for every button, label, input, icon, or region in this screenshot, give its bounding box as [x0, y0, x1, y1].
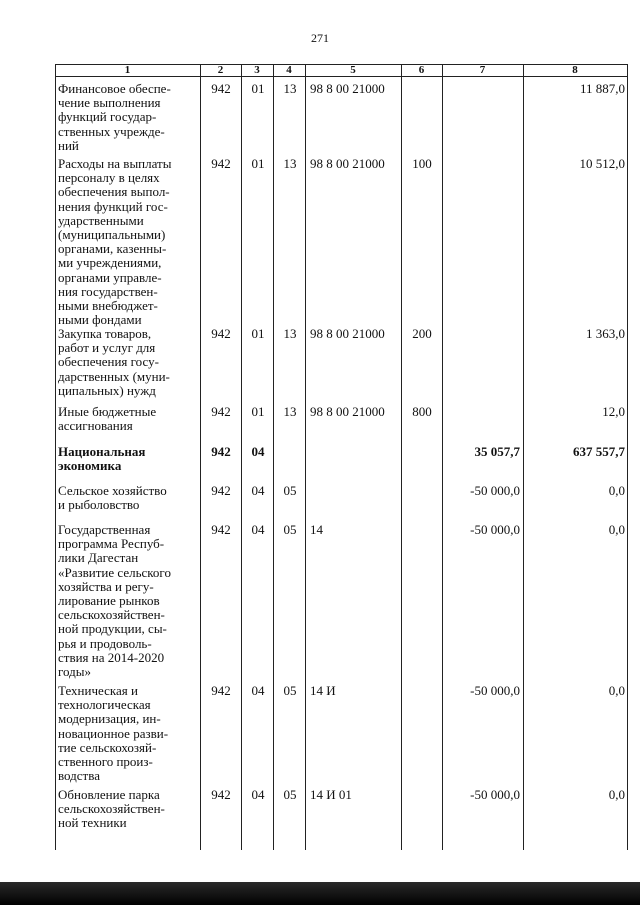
row-code: 942	[211, 404, 231, 419]
column-divider	[523, 64, 524, 850]
row-change-amount: -50 000,0	[470, 787, 520, 802]
row-subsection: 13	[283, 404, 297, 419]
row-name: Расходы на выплаты персоналу в целях обеспечения выпол- нения функций гос- ударственными (муниципальными) органами, казенны- ми учреждениями, органами управле- ния государствен- ными внебюджет- ными фондами	[58, 156, 172, 328]
row-code: 942	[211, 81, 231, 96]
column-divider	[401, 64, 402, 850]
row-expense-type: 100	[412, 156, 432, 171]
row-code: 942	[211, 483, 231, 498]
header-col-7: 7	[479, 64, 486, 76]
row-name: Техническая и технологическая модернизация, ин- новационное разви- тие сельскохозяй- ственного произ- водства	[58, 683, 169, 784]
row-expense-type: 200	[412, 326, 432, 341]
scan-bottom-edge	[0, 882, 640, 905]
row-subsection: 13	[283, 156, 297, 171]
column-divider	[55, 64, 56, 850]
column-divider	[273, 64, 274, 850]
row-subsection: 05	[283, 522, 297, 537]
row-subsection: 05	[283, 483, 297, 498]
row-change-amount: 35 057,7	[474, 444, 520, 459]
row-total-amount: 0,0	[608, 483, 625, 498]
row-subsection: 13	[283, 326, 297, 341]
row-total-amount: 637 557,7	[573, 444, 625, 459]
header-col-1: 1	[124, 64, 131, 76]
row-code: 942	[211, 326, 231, 341]
row-name: Национальная экономика	[58, 444, 146, 474]
row-name: Сельское хозяйство и рыболовство	[58, 483, 167, 513]
row-total-amount: 11 887,0	[579, 81, 625, 96]
row-change-amount: -50 000,0	[470, 483, 520, 498]
row-target-article: 14 И 01	[310, 787, 352, 802]
row-target-article: 14 И	[310, 683, 336, 698]
row-name: Закупка товаров, работ и услуг для обеспечения госу- дарственных (муни- ципальных) нужд	[58, 326, 170, 398]
row-section: 01	[251, 156, 265, 171]
row-section: 01	[251, 81, 265, 96]
row-subsection: 13	[283, 81, 297, 96]
row-section: 04	[251, 787, 265, 802]
row-name: Иные бюджетные ассигнования	[58, 404, 157, 434]
row-target-article: 98 8 00 21000	[310, 156, 385, 171]
row-section: 04	[251, 522, 265, 537]
header-bottom-border	[55, 76, 628, 77]
row-expense-type: 800	[412, 404, 432, 419]
row-code: 942	[211, 156, 231, 171]
row-section: 01	[251, 404, 265, 419]
header-col-3: 3	[254, 64, 260, 76]
row-subsection: 05	[283, 787, 297, 802]
row-code: 942	[211, 522, 231, 537]
row-total-amount: 0,0	[608, 522, 625, 537]
row-section: 01	[251, 326, 265, 341]
row-name: Финансовое обеспе- чение выполнения функций государ- ственных учрежде- ний	[58, 81, 171, 153]
budget-table	[55, 64, 628, 850]
column-divider	[627, 64, 628, 850]
row-total-amount: 10 512,0	[579, 156, 625, 171]
header-col-5: 5	[350, 64, 356, 76]
row-change-amount: -50 000,0	[470, 522, 520, 537]
row-section: 04	[251, 683, 265, 698]
row-target-article: 98 8 00 21000	[310, 326, 385, 341]
column-divider	[305, 64, 306, 850]
column-divider	[200, 64, 201, 850]
row-code: 942	[211, 444, 231, 459]
page-number: 271	[311, 31, 329, 45]
row-name: Обновление парка сельскохозяйствен- ной техники	[58, 787, 165, 831]
header-col-8: 8	[572, 64, 578, 76]
row-name: Государственная программа Респуб- лики Дагестан «Развитие сельского хозяйства и регу- лирование рынков сельскохозяйствен- ной продукции, сы- рья и продоволь- ствия на 2014-2020 годы»	[58, 522, 171, 680]
row-total-amount: 1 363,0	[586, 326, 625, 341]
row-target-article: 98 8 00 21000	[310, 404, 385, 419]
row-total-amount: 0,0	[608, 787, 625, 802]
row-total-amount: 0,0	[608, 683, 625, 698]
row-code: 942	[211, 787, 231, 802]
row-target-article: 98 8 00 21000	[310, 81, 385, 96]
row-section: 04	[251, 483, 265, 498]
header-col-4: 4	[286, 64, 292, 76]
header-col-6: 6	[418, 64, 425, 76]
row-target-article: 14	[310, 522, 323, 537]
column-divider	[241, 64, 242, 850]
row-code: 942	[211, 683, 231, 698]
header-col-2: 2	[217, 64, 224, 76]
row-section: 04	[251, 444, 265, 459]
row-subsection: 05	[283, 683, 297, 698]
row-total-amount: 12,0	[602, 404, 625, 419]
row-change-amount: -50 000,0	[470, 683, 520, 698]
